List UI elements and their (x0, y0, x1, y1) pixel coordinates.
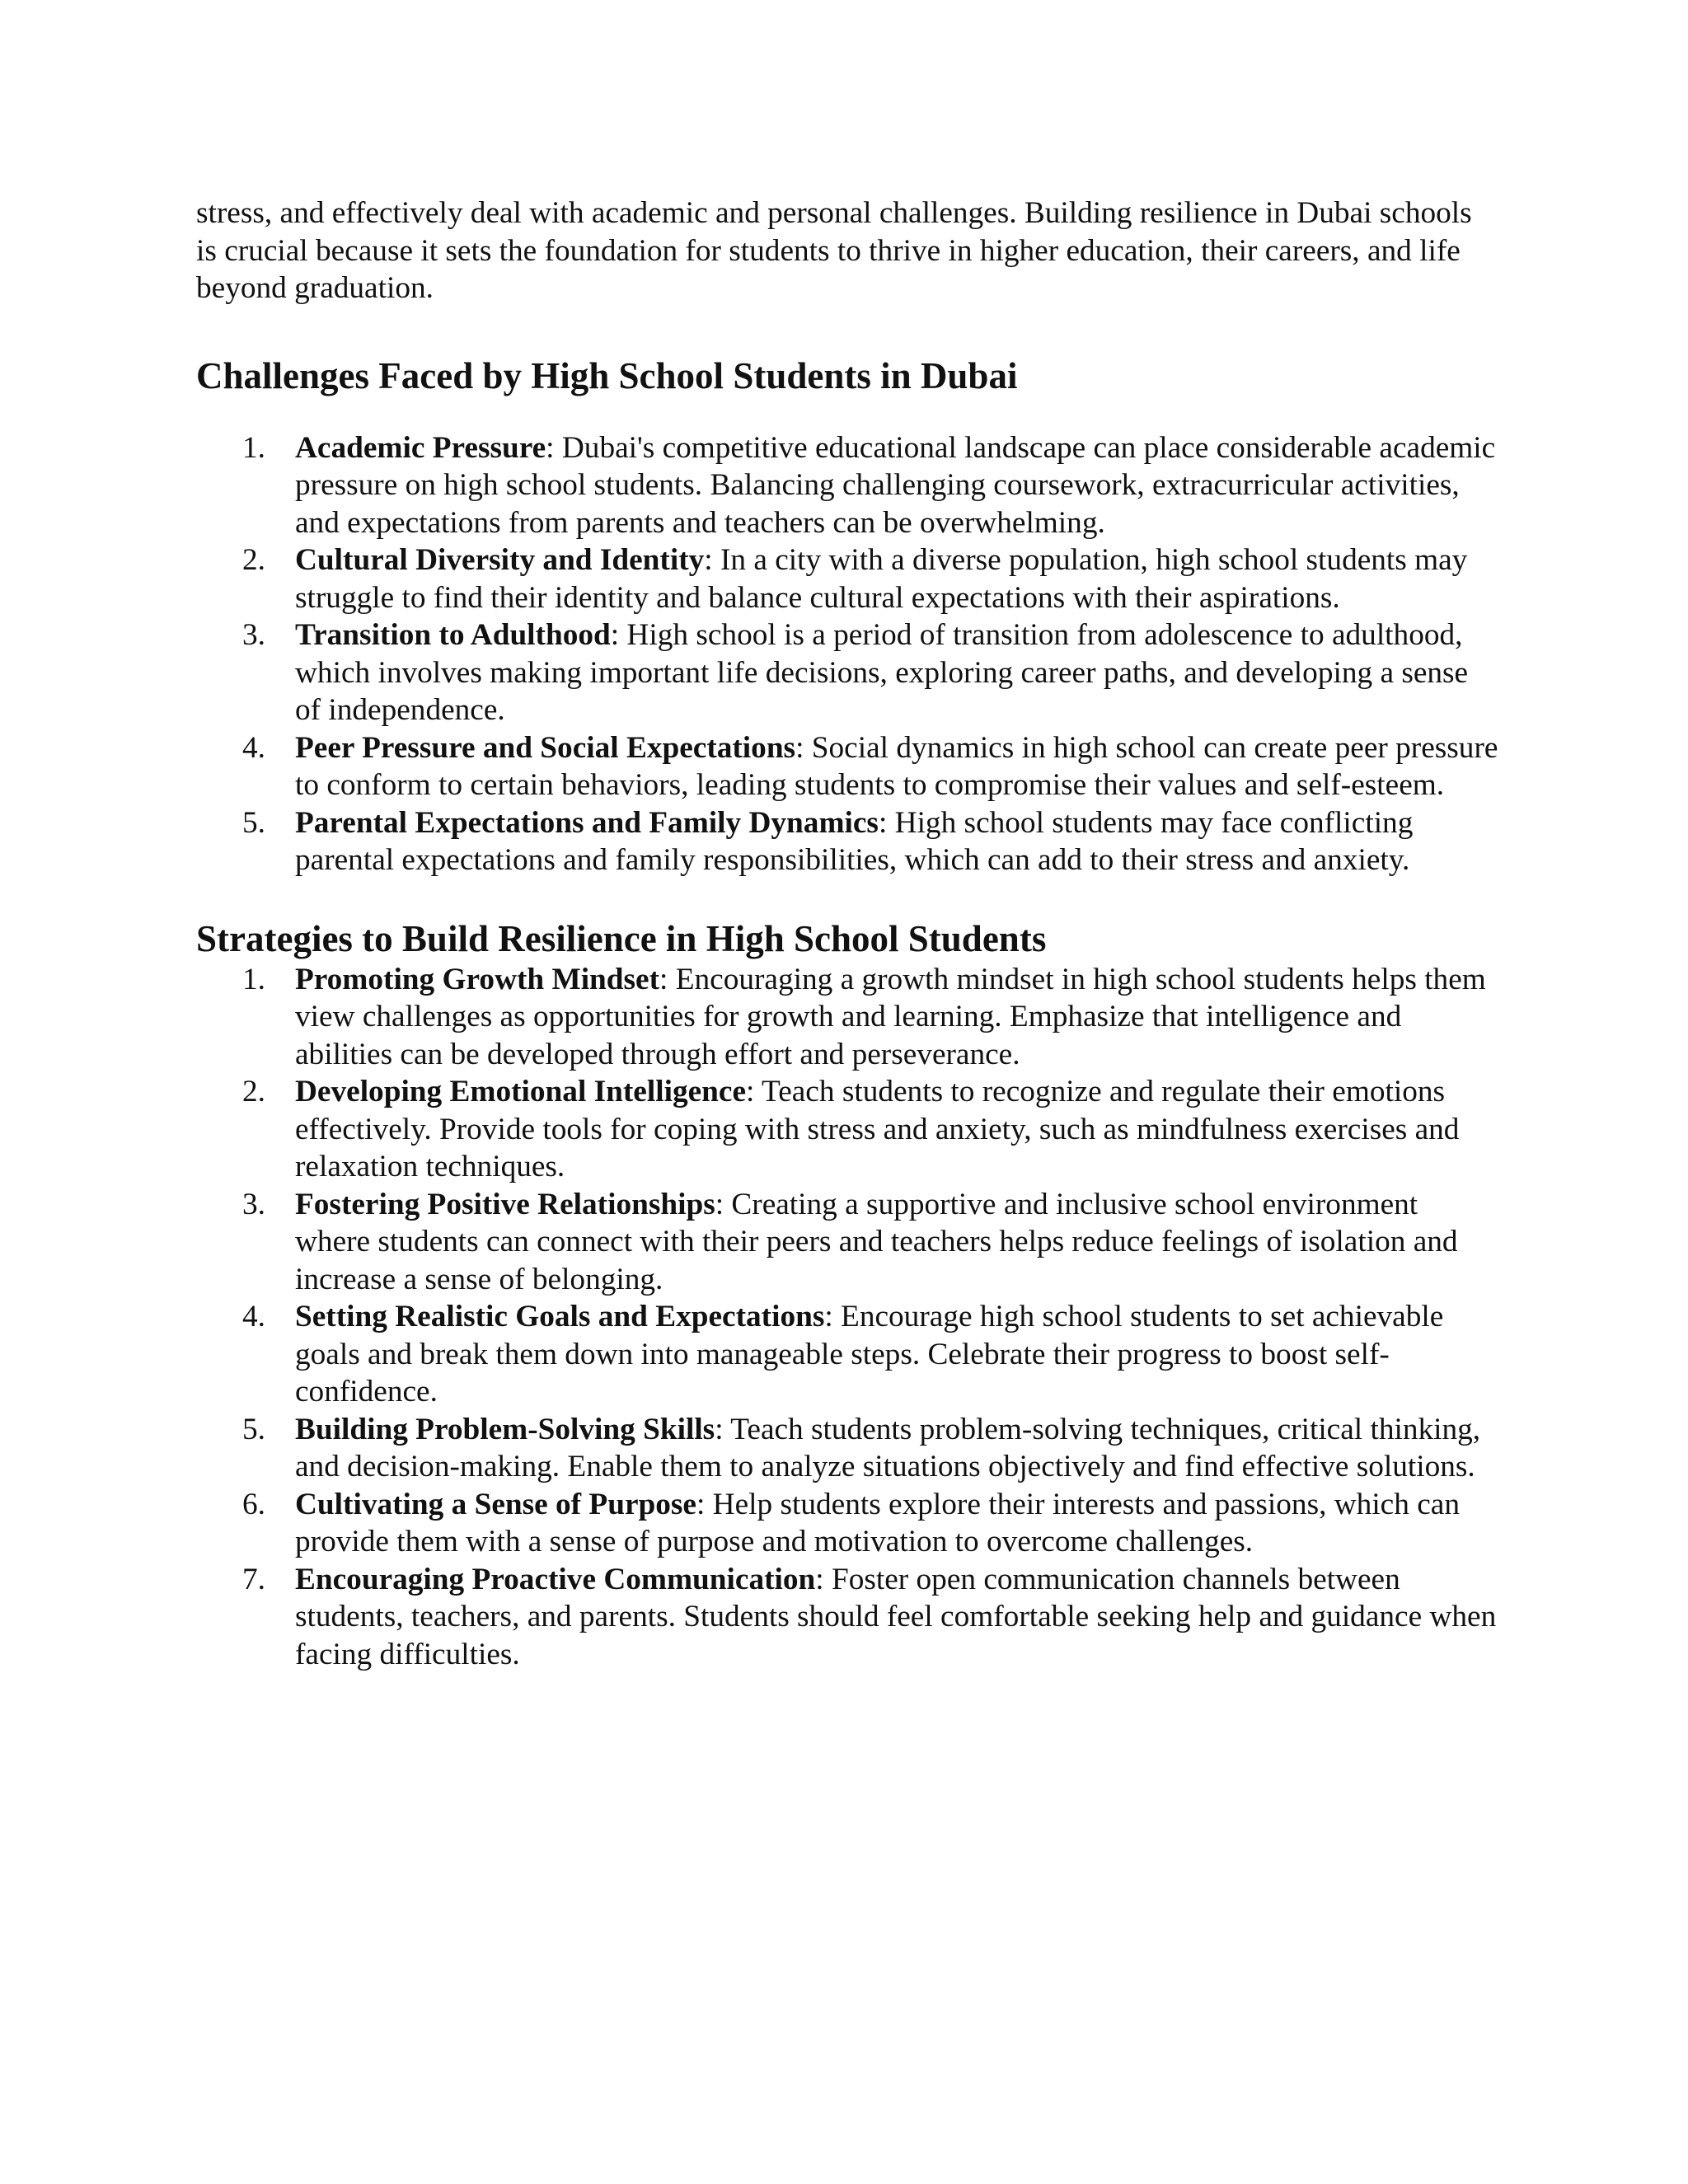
item-number: 2. (242, 1075, 265, 1108)
section-heading-strategies: Strategies to Build Resilience in High School Students (196, 917, 1047, 959)
item-number: 1. (242, 430, 265, 465)
challenges-list (196, 429, 1498, 879)
list-item (196, 541, 1498, 616)
list-item (196, 1073, 1498, 1186)
item-text: : Teach students problem-solving techniques, critical thinking, and decision-making. Enable them to analyze situations objectively and find effective solutions. (295, 1412, 1481, 1483)
item-text: : High school students may face conflicting parental expectations and family responsibilities, which can add to their stress and anxiety. (295, 805, 1414, 877)
item-term: Academic Pressure (295, 430, 546, 465)
item-term: Encouraging Proactive Communication (295, 1562, 816, 1596)
item-number: 5. (242, 805, 265, 840)
list-item (196, 804, 1498, 879)
item-term: Developing Emotional Intelligence (295, 1075, 746, 1108)
item-number: 6. (242, 1487, 265, 1521)
item-term: Cultural Diversity and Identity (295, 543, 705, 577)
item-text: : In a city with a diverse population, high school students may struggle to find their identity and balance cultural expectations with their aspirations. (295, 543, 1468, 615)
item-number: 7. (242, 1562, 265, 1596)
item-term: Cultivating a Sense of Purpose (295, 1487, 696, 1521)
list-item (196, 1298, 1498, 1411)
item-number: 3. (242, 618, 265, 652)
list-item (196, 1186, 1498, 1299)
list-item (196, 616, 1498, 729)
intro-paragraph: stress, and effectively deal with academic and personal challenges. Building resilience in Dubai schools is crucial because it sets the foundation for students to thrive in higher education, their careers, and life beyond graduation. (196, 196, 1472, 305)
item-text: : Social dynamics in high school can create peer pressure to conform to certain behaviors, leading students to compromise their values and self-esteem. (295, 730, 1498, 802)
item-number: 2. (242, 543, 265, 577)
item-text: : Encouraging a growth mindset in high school students helps them view challenges as opportunities for growth and learning. Emphasize that intelligence and abilities can be developed through effort and perseverance. (295, 962, 1486, 1071)
item-text: : Help students explore their interests and passions, which can provide them with a sense of purpose and motivation to overcome challenges. (295, 1487, 1460, 1558)
item-number: 5. (242, 1412, 265, 1446)
item-text: : Dubai's competitive educational landscape can place considerable academic pressure on high school students. Balancing challenging coursework, extracurricular activities, and expectations from parents and teachers can be overwhelming. (295, 430, 1496, 540)
item-number: 3. (242, 1187, 265, 1221)
item-term: Promoting Growth Mindset (295, 962, 660, 996)
document-page (196, 194, 1498, 1673)
strategies-list (196, 961, 1498, 1674)
section-heading-challenges: Challenges Faced by High School Students in Dubai (196, 354, 1018, 396)
item-term: Fostering Positive Relationships (295, 1187, 715, 1221)
item-term: Building Problem-Solving Skills (295, 1412, 715, 1446)
item-text: : Teach students to recognize and regulate their emotions effectively. Provide tools for coping with stress and anxiety, such as mindfulness exercises and relaxation techniques. (295, 1075, 1460, 1183)
list-item (196, 1561, 1498, 1674)
item-term: Setting Realistic Goals and Expectations (295, 1300, 825, 1333)
item-number: 4. (242, 1300, 265, 1333)
list-item (196, 1411, 1498, 1486)
list-item (196, 961, 1498, 1074)
item-text: : High school is a period of transition from adolescence to adulthood, which involves making important life decisions, exploring career paths, and developing a sense of independence. (295, 618, 1469, 727)
item-number: 1. (242, 962, 265, 996)
item-text: : Creating a supportive and inclusive school environment where students can connect with their peers and teachers helps reduce feelings of isolation and increase a sense of belonging. (295, 1187, 1458, 1296)
item-term: Transition to Adulthood (295, 618, 611, 652)
item-text: : Foster open communication channels between students, teachers, and parents. Students should feel comfortable seeking help and guidance when facing difficulties. (295, 1562, 1497, 1671)
list-item (196, 729, 1498, 804)
item-term: Peer Pressure and Social Expectations (295, 730, 796, 765)
item-term: Parental Expectations and Family Dynamics (295, 805, 879, 840)
item-text: : Encourage high school students to set achievable goals and break them down into manageable steps. Celebrate their progress to boost self-confidence. (295, 1300, 1444, 1408)
item-number: 4. (242, 730, 265, 765)
list-item (196, 429, 1498, 542)
list-item (196, 1486, 1498, 1561)
